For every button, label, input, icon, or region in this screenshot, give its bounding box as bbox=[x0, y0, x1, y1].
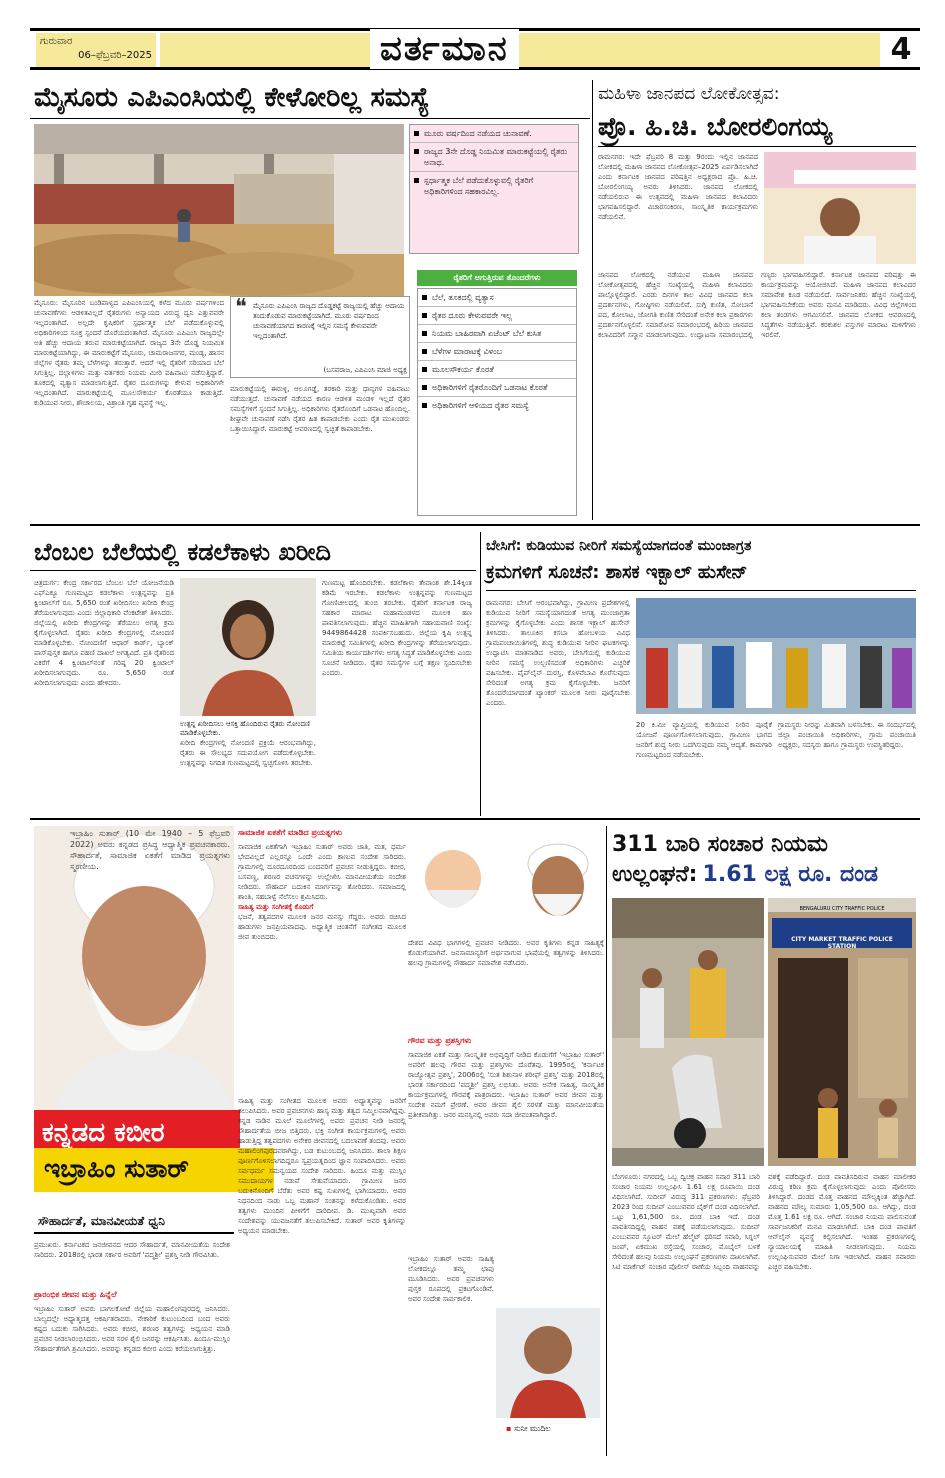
highlight-item: ಸ್ಪರ್ಧಾತ್ಮಕ ಬೆಲೆ ಪಡೆದುಕೊಳ್ಳುವಲ್ಲಿ ರೈತರಿಗೆ ಅಧಿಕಾರಿಗಳಿಂದ ಸಹಕಾರವಿಲ್ಲ. bbox=[410, 172, 578, 200]
story2-body: ಜಾನಪದ ಲೋಕದಲ್ಲಿ ನಡೆಯುವ ಮಹಿಳಾ ಜಾನಪದ ಲೋಕೋತ್ಸವದಲ್ಲಿ ಹೆಚ್ಚಿನ ಸಂಖ್ಯೆಯಲ್ಲಿ ಮಹಿಳಾ ಕಲಾವಿದರು ಪಾಲ್ಗೊಳ್ಳಲಿದ್ದಾರೆ. ಎರಡು ದಿನಗಳ ಕಾಲ ವಿವಿಧ ಜಾನಪದ ಕಲಾ ಪ್ರದರ್ಶನಗಳು, ಗೋಷ್ಠಿಗಳು ನಡೆಯಲಿವೆ. ಸುಗ್ಗಿ ಕುಣಿತ, ಸೋಬಾನೆ ಪದ, ಕೋಲಾಟ, ಜೋಗತಿ ಕುಣಿತ ಸೇರಿದಂತೆ ಅನೇಕ ಕಲಾ ಪ್ರಕಾರಗಳು ಪ್ರದರ್ಶನಗೊಳ್ಳಲಿವೆ. ಸಮಾರೋಪ ಸಮಾರಂಭದಲ್ಲಿ ಹಿರಿಯ ಜಾನಪದ ಕಲಾವಿದರಿಗೆ ಸನ್ಮಾನ ಮಾಡಲಾಗುವುದು. ಉದ್ಘಾಟನಾ ಸಮಾರಂಭದಲ್ಲಿ ಗಣ್ಯರು ಭಾಗವಹಿಸಲಿದ್ದಾರೆ. ಕರ್ನಾಟಕ ಜಾನಪದ ಪರಿಷತ್ತು ಈ ಕಾರ್ಯಕ್ರಮವನ್ನು ಆಯೋಜಿಸಿದೆ. ಮಹಿಳಾ ಜಾನಪದ ಕಲಾವಿದರ ಸಮಾವೇಶ ಕೂಡ ನಡೆಯಲಿದೆ. ಸಾರ್ವಜನಿಕರು ಹೆಚ್ಚಿನ ಸಂಖ್ಯೆಯಲ್ಲಿ ಭಾಗವಹಿಸಬೇಕೆಂದು ಅವರು ಮನವಿ ಮಾಡಿದರು. ವಿವಿಧ ಜಿಲ್ಲೆಗಳಿಂದ ಕಲಾ ತಂಡಗಳು ಆಗಮಿಸಲಿವೆ. ಜಾನಪದ ಲೋಕದ ಆವರಣದಲ್ಲಿ ಸಿದ್ಧತೆಗಳು ನಡೆಯುತ್ತಿವೆ. ಕರಕುಶಲ ವಸ್ತುಗಳ ಮಾರಾಟ ಮಳಿಗೆಗಳು ಇರಲಿವೆ. bbox=[598, 271, 916, 339]
story2-body-col1: ರಾಮನಗರ: ಇದೇ ಫೆಬ್ರವರಿ 8 ಮತ್ತು 9ರಂದು ಇಲ್ಲಿನ ಜಾನಪದ ಲೋಕದಲ್ಲಿ ಮಹಿಳಾ ಜಾನಪದ ಲೋಕೋತ್ಸವ–2025 ಏರ್ಪಡಿಸಲಾಗಿದೆ ಎಂದು ಕರ್ನಾಟಕ ಜಾನಪದ ಪರಿಷತ್ತಿನ ಅಧ್ಯಕ್ಷರಾದ ಪ್ರೊ. ಹಿ.ಚಿ. ಬೋರಲಿಂಗಯ್ಯ ಅವರು ತಿಳಿಸಿದರು. ಜಾನಪದ ಲೋಕದಲ್ಲಿ ನಡೆಯಲಿರುವ ಈ ಉತ್ಸವದಲ್ಲಿ ಮಹಿಳಾ ಜಾನಪದ ಕಲಾವಿದರು ಭಾಗವಹಿಸಲಿದ್ದಾರೆ. ವಿಚಾರಸಂಕಿರಣ, ಸಾಂಸ್ಕೃತಿಕ ಕಾರ್ಯಕ್ರಮಗಳು ನಡೆಯಲಿವೆ. bbox=[598, 153, 758, 221]
story3-photo-caption: ಉತ್ಪನ್ನ ಖರೀದಿಸಲು ಆಸಕ್ತಿ ಹೊಂದಿರುವ ರೈತರು ನೋಂದಣಿ ಮಾಡಿಕೊಳ್ಳಬೇಕು. bbox=[180, 720, 310, 737]
quote-mark-icon: ❝ bbox=[235, 295, 247, 320]
masthead-date bbox=[36, 33, 156, 67]
sutar-title-line1: ಕನ್ನಡದ ಕಬೀರ bbox=[42, 1118, 165, 1148]
sutar-illustrations bbox=[408, 828, 604, 934]
story5-body-col3a: ದೇಶದ ವಿವಿಧ ಭಾಗಗಳಲ್ಲಿ ಪ್ರವಚನ ನೀಡಿದರು. ಅವರ ಕೃತಿಗಳು ಕನ್ನಡ ಸಾಹಿತ್ಯಕ್ಕೆ ಕೊಡುಗೆಯಾಗಿವೆ. ಜನಸಾಮಾನ್ಯರಿಗೆ ಅರ್ಥವಾಗುವ ಭಾಷೆಯಲ್ಲಿ ತತ್ವಗಳನ್ನು ತಿಳಿಸಿದರು. ಹಲವು ಗ್ರಾಮಗಳಲ್ಲಿ ಸೌಹಾರ್ದ ಸಮಾವೇಶ ನಡೆಸಿದರು. bbox=[408, 939, 604, 967]
problems-title: ರೈತರಿಗೆ ಆಗುತ್ತಿರುವ ತೊಂದರೆಗಳು bbox=[417, 270, 577, 286]
story2-lead: ರಾಮನಗರ: ಇದೇ ಫೆಬ್ರವರಿ 8 ಮತ್ತು 9ರಂದು ಇಲ್ಲಿನ ಜಾನಪದ ಲೋಕದಲ್ಲಿ ಮಹಿಳಾ ಜಾನಪದ ಲೋಕೋತ್ಸವ–2025 ಏರ್ಪಡಿಸಲಾಗಿದೆ ಎಂದು ಕರ್ನಾಟಕ ಜಾನಪದ ಪರಿಷತ್ತಿನ ಅಧ್ಯಕ್ಷರಾದ ಪ್ರೊ. ಹಿ.ಚಿ. ಬೋರಲಿಂಗಯ್ಯ ಅವರು ತಿಳಿಸಿದರು. bbox=[598, 153, 758, 191]
story5-sub2: ಸಾಹಿತ್ಯ ಮತ್ತು ಸಂಗೀತಕ್ಕೆ ಕೊಡುಗೆ bbox=[238, 903, 314, 911]
borlingaiah-photo bbox=[764, 152, 916, 264]
story4-lead: ರಾಮನಗರ: ಬೇಸಿಗೆ ಆರಂಭವಾಗಿದ್ದು, ಗ್ರಾಮೀಣ ಪ್ರದೇಶಗಳಲ್ಲಿ ಕುಡಿಯುವ ನೀರಿಗೆ ಸಮಸ್ಯೆಯಾಗದಂತೆ ಅಗತ್ಯ ಮುಂಜಾಗ್ರತಾ ಕ್ರಮಗಳನ್ನು ಕೈಗೊಳ್ಳಬೇಕು ಎಂದು ಶಾಸಕ ಇಕ್ಬಾಲ್ ಹುಸೇನ್ ತಿಳಿಸಿದರು. bbox=[486, 599, 630, 637]
problem-item: ಬೆಲೆ, ತೂಕದಲ್ಲಿ ವ್ಯತ್ಯಾಸ bbox=[418, 289, 576, 307]
story5-intro bbox=[70, 828, 230, 1008]
author-portrait-illustration bbox=[496, 1308, 600, 1418]
sign-top-text: BENGALURU CITY TRAFFIC POLICE bbox=[799, 906, 885, 912]
story1-body-col2: ಮಾರುಕಟ್ಟೆಯಲ್ಲಿ ಈರುಳ್ಳಿ, ಆಲೂಗಡ್ಡೆ, ತರಕಾರಿ ಮತ್ತು ಧಾನ್ಯಗಳ ವಹಿವಾಟು ನಡೆಯುತ್ತದೆ. ಚುನಾವಣೆ ನಡೆಯದ ಕಾರಣ ಆಡಳಿತ ಮಂಡಳಿ ಇಲ್ಲದೆ ರೈತರ ಸಮಸ್ಯೆಗಳಿಗೆ ಸ್ಪಂದನೆ ಸಿಗುತ್ತಿಲ್ಲ. ಅಧಿಕಾರಿಗಳು ರೈತರೊಂದಿಗೆ ಒಡನಾಟ ಹೊಂದಿಲ್ಲ. ಶೀಘ್ರವೇ ಚುನಾವಣೆ ನಡೆಸಿ ರೈತರ ಹಿತ ಕಾಪಾಡಬೇಕು ಎಂದು ರೈತ ಮುಖಂಡರು ಒತ್ತಾಯಿಸಿದ್ದಾರೆ. ಮಾರುಕಟ್ಟೆ ಆವರಣದಲ್ಲಿ ಸ್ವಚ್ಛತೆ ಕಾಪಾಡಬೇಕು. bbox=[230, 385, 410, 433]
author-byline bbox=[506, 1424, 596, 1434]
scooter-photo bbox=[612, 898, 764, 1166]
column-rule bbox=[592, 80, 593, 520]
event-illustration bbox=[636, 598, 916, 714]
problem-item: ಮೂಲಸೌಕರ್ಯ ಕೊರತೆ bbox=[418, 361, 576, 379]
masthead bbox=[30, 28, 920, 70]
story4-body-col1: ರಾಮನಗರ: ಬೇಸಿಗೆ ಆರಂಭವಾಗಿದ್ದು, ಗ್ರಾಮೀಣ ಪ್ರದೇಶಗಳಲ್ಲಿ ಕುಡಿಯುವ ನೀರಿಗೆ ಸಮಸ್ಯೆಯಾಗದಂತೆ ಅಗತ್ಯ ಮುಂಜಾಗ್ರತಾ ಕ್ರಮಗಳನ್ನು ಕೈಗೊಳ್ಳಬೇಕು ಎಂದು ಶಾಸಕ ಇಕ್ಬಾಲ್ ಹುಸೇನ್ ತಿಳಿಸಿದರು. ತಾಲೂಕಿನ ಕಸಬಾ ಹೋಬಳಿಯ ವಿವಿಧ ಗ್ರಾಮಪಂಚಾಯಿತಿಗಳಲ್ಲಿ ಶುದ್ಧ ಕುಡಿಯುವ ನೀರಿನ ಘಟಕಗಳನ್ನು ಉದ್ಘಾಟಿಸಿ ಮಾತನಾಡಿದ ಅವರು, ಬೇಸಿಗೆಯಲ್ಲಿ ಕುಡಿಯುವ ನೀರಿನ ಸಮಸ್ಯೆ ಉಲ್ಬಣಿಸದಂತೆ ಅಧಿಕಾರಿಗಳು ಎಚ್ಚರಿಕೆ ವಹಿಸಬೇಕು. ಪೈಪ್‌ಲೈನ್ ದುರಸ್ತಿ, ಕೊಳವೆಬಾವಿ ಕೊರೆಸುವುದು ಸೇರಿದಂತೆ ಅಗತ್ಯ ಕ್ರಮ ಕೈಗೊಳ್ಳಬೇಕು. ಜನರಿಗೆ ತೊಂದರೆಯಾಗದಂತೆ ಟ್ಯಾಂಕರ್ ಮೂಲಕ ನೀರು ಪೂರೈಸಬೇಕು ಎಂದರು. bbox=[486, 599, 630, 707]
caricature-illustration bbox=[408, 828, 604, 934]
official-photo bbox=[180, 578, 316, 716]
author-photo bbox=[496, 1308, 600, 1418]
page-number: 4 bbox=[890, 32, 912, 67]
story1-rule bbox=[30, 118, 590, 119]
story5-sub4: ಪ್ರಾರಂಭಿಕ ಜೀವನ ಮತ್ತು ಹಿನ್ನೆಲೆ bbox=[34, 1290, 117, 1299]
market-photo bbox=[34, 124, 404, 296]
problem-item: ಅಧಿಕಾರಿಗಳಿಗೆ ಆಳಿಯದ ರೈತರ ಸಮಸ್ಯೆ bbox=[418, 397, 576, 414]
story4-body-col2: 20 ಕಿ.ಮೀ ವ್ಯಾಪ್ತಿಯಲ್ಲಿ ಕುಡಿಯುವ ನೀರಿನ ಪೂರೈಕೆ ಯೋಜನೆ ಪೂರ್ಣಗೊಳಿಸಲಾಗುವುದು. ಗ್ರಾಮೀಣ ಭಾಗದ ಜನರಿಗೆ ಶುದ್ಧ ನೀರು ಒದಗಿಸುವುದು ನಮ್ಮ ಆದ್ಯತೆ. ಕಾಮಗಾರಿ ಗುಣಮಟ್ಟದಿಂದ ನಡೆಯಬೇಕು. bbox=[636, 721, 772, 759]
story4-body-col3: ಗ್ರಾಮಸ್ಥರು ನೀರನ್ನು ಮಿತವಾಗಿ ಬಳಸಬೇಕು. ಈ ಸಂದರ್ಭದಲ್ಲಿ ಜಿಲ್ಲಾ ಪಂಚಾಯಿತಿ ಅಧಿಕಾರಿಗಳು, ಗ್ರಾಮ ಪಂಚಾಯಿತಿ ಅಧ್ಯಕ್ಷರು, ಸದಸ್ಯರು ಹಾಗೂ ಗ್ರಾಮಸ್ಥರು ಉಪಸ್ಥಿತರಿದ್ದರು. bbox=[778, 721, 916, 749]
story3-body-col1: ಚಿತ್ರದುರ್ಗ: ಕೇಂದ್ರ ಸರ್ಕಾರದ ಬೆಂಬಲ ಬೆಲೆ ಯೋಜನೆಯಡಿ ಎಫ್‌ಎಕ್ಯೂ ಗುಣಮಟ್ಟದ ಕಡಲೆಕಾಳು ಉತ್ಪನ್ನವನ್ನು ಪ್ರತಿ ಕ್ವಿಂಟಾಲ್‌ಗೆ ರೂ. 5,650 ರಂತೆ ಖರೀದಿಸಲು ಖರೀದಿ ಕೇಂದ್ರ ತೆರೆಯಲಾಗುವುದು ಎಂದು ಜಿಲ್ಲಾಧಿಕಾರಿ ವೆಂಕಟೇಶ್ ತಿಳಿಸಿದರು. ಜಿಲ್ಲೆಯಲ್ಲಿ ಖರೀದಿ ಕೇಂದ್ರಗಳನ್ನು ತೆರೆಯಲು ಅಗತ್ಯ ಕ್ರಮ ಕೈಗೊಳ್ಳಲಾಗಿದೆ. ರೈತರು ಖರೀದಿ ಕೇಂದ್ರಗಳಲ್ಲಿ ನೋಂದಣಿ ಮಾಡಿಕೊಳ್ಳಬೇಕು. ನೋಂದಣಿಗೆ ಆಧಾರ್ ಕಾರ್ಡ್, ಬ್ಯಾಂಕ್ ಪಾಸ್‌ಪುಸ್ತಕ ಹಾಗೂ ಪಹಣಿ ದಾಖಲೆ ಅಗತ್ಯವಿದೆ. ಪ್ರತಿ ರೈತರಿಂದ ಎಕರೆಗೆ 4 ಕ್ವಿಂಟಾಲ್‌ನಂತೆ ಗರಿಷ್ಠ 20 ಕ್ವಿಂಟಾಲ್ ಖರೀದಿಸಲಾಗುವುದು. ರೂ. 5,650 ರಂತೆ ಖರೀದಿಸಲಾಗುವುದು ಎಂದು ಹೇಳಿದರು. bbox=[34, 579, 174, 687]
problem-item: ಅಧಿಕಾರಿಗಳಿಗೆ ರೈತರೊಂದಿಗೆ ಒಡನಾಟ ಕೊರತೆ bbox=[418, 379, 576, 397]
story6-headline-2b: 1.61 ಲಕ್ಷ ರೂ. ದಂಡ bbox=[702, 862, 878, 887]
story5-body-col3b: ಸಾಮಾಜಿಕ ಏಕತೆ ಮತ್ತು ಸಾಂಸ್ಕೃತಿಕ ಅಭಿವೃದ್ಧಿಗೆ ನೀಡಿದ ಕೊಡುಗೆಗೆ 'ಇಬ್ರಾಹಿಂ ಸುತಾರ್' ಅವರಿಗೆ ಹಲವು ಗೌರವ ಮತ್ತು ಪ್ರಶಸ್ತಿಗಳು ದೊರೆತವು. 1995ರಲ್ಲಿ 'ಕರ್ನಾಟಕ ರಾಜ್ಯೋತ್ಸವ ಪ್ರಶಸ್ತಿ', 2006ರಲ್ಲಿ 'ಸಂತ ಶಿಶುನಾಳ ಶರೀಫ್ ಪ್ರಶಸ್ತಿ' ಮತ್ತು 2018ರಲ್ಲಿ ಭಾರತ ಸರ್ಕಾರದಿಂದ 'ಪದ್ಮಶ್ರೀ' ಪ್ರಶಸ್ತಿ ಲಭಿಸಿತು. ಅವರು ಅನೇಕ ಸಾಹಿತ್ಯ, ಸಾಂಸ್ಕೃತಿಕ ಕಾರ್ಯಕ್ರಮಗಳಲ್ಲಿ ಗೌರವಕ್ಕೆ ಪಾತ್ರರಾದರು. ಇಬ್ರಾಹಿಂ ಸುತಾರ್ ಅವರ ಜೀವನ ಮತ್ತು ಸಂದೇಶ ನಮಗೆ ಪ್ರೇರಣೆ. ಅವರ ಜೀವನ ಶೈಲಿ ಸರಳತೆ ಮತ್ತು ಮಾನವೀಯತೆಯ ಪ್ರತೀಕವಾಗಿತ್ತು. ಜನರ ಮನಸ್ಸಿನಲ್ಲಿ ಅವರು ಸದಾ ಜೀವಂತವಾಗಿದ್ದಾರೆ. bbox=[408, 1051, 604, 1119]
story3-phone: 9449864428 bbox=[322, 629, 367, 637]
portrait-illustration bbox=[764, 152, 916, 264]
problems-list bbox=[417, 288, 577, 516]
story3-rule bbox=[30, 570, 476, 571]
quote-author: (ಬಸವರಾಜ, ಎಪಿಎಂಸಿ ಮಾಜಿ ಅಧ್ಯಕ್ಷ bbox=[323, 366, 407, 374]
story6-lead: ಬೆಂಗಳೂರು: ನಗರದಲ್ಲಿ ಒಬ್ಬ ದ್ವಿಚಕ್ರ ವಾಹನ ಸವಾರ 311 ಬಾರಿ ಸಂಚಾರ ನಿಯಮ ಉಲ್ಲಂಘಿಸಿ 1.61 ಲಕ್ಷ ರೂಪಾಯಿ ದಂಡ ವಿಧಿಸಲಾಗಿದೆ. ಸುದೀಪ್ ವಿರುದ್ಧ 311 ಪ್ರಕರಣಗಳು: ಫೆಬ್ರವರಿ 2023 ರಿಂದ ಸುದೀಪ್ ಎಂಬುವವರ ಬೈಕ್‌ಗೆ ದಂಡ ವಿಧಿಸಲಾಗಿದೆ. ಒಟ್ಟು 1,61,500 ರೂ. ದಂಡ ಬಾಕಿ ಇದೆ. ದಂಡ ಪಾವತಿಸದಿದ್ದಲ್ಲಿ ವಾಹನ ವಶಕ್ಕೆ ಪಡೆಯಲಾಗುವುದು. bbox=[612, 1173, 760, 1231]
masthead-day: ಗುರುವಾರ bbox=[40, 36, 73, 47]
byline-icon: ▪ bbox=[506, 1424, 514, 1433]
story4-kicker: ಬೇಸಿಗೆ: ಕುಡಿಯುವ ನೀರಿಗೆ ಸಮಸ್ಯೆಯಾಗದಂತೆ ಮುಂಜಾಗ್ರತ bbox=[486, 538, 752, 554]
story3-body-col3: ಗುಣಮಟ್ಟ ಹೊಂದಿರಬೇಕು. ಕಡಲೆಕಾಳು ತೇವಾಂಶ ಶೇ.14ಕ್ಕಿಂತ ಕಡಿಮೆ ಇರಬೇಕು. ಕಡಲೆಕಾಳು ಉತ್ಪನ್ನವನ್ನು ಗುಣಮಟ್ಟದ ಗೋಣಿಚೀಲದಲ್ಲಿ ತುಂಬಿ ತರಬೇಕು. ರೈತರಿಗೆ ಕರ್ನಾಟಕ ರಾಜ್ಯ ಸಹಕಾರ ಮಾರಾಟ ಮಹಾಮಂಡಳದ ಮೂಲಕ ಹಣ ಪಾವತಿಸಲಾಗುವುದು. ಹೆಚ್ಚಿನ ಮಾಹಿತಿಗಾಗಿ ಸಹಾಯವಾಣಿ ಸಂಖ್ಯೆ: 9449864428 ಸಂಪರ್ಕಿಸಬಹುದು. ಜಿಲ್ಲೆಯ ಕೃಷಿ ಉತ್ಪನ್ನ ಮಾರುಕಟ್ಟೆ ಸಮಿತಿಗಳಲ್ಲಿ ಖರೀದಿ ಕೇಂದ್ರಗಳನ್ನು ತೆರೆಯಲಾಗುವುದು. ಸಮಿತಿಯ ಕಾರ್ಯದರ್ಶಿಗಳು ಅಗತ್ಯ ಸಿದ್ಧತೆ ಮಾಡಿಕೊಳ್ಳಬೇಕು ಎಂದು ಸೂಚನೆ ನೀಡಿದರು. ರೈತರ ಸಮಸ್ಯೆಗಳ ಬಗ್ಗೆ ತಕ್ಷಣ ಸ್ಪಂದಿಸಬೇಕು ಎಂದರು. bbox=[322, 579, 472, 677]
story4-headline: ಕ್ರಮಗಳಿಗೆ ಸೂಚನೆ: ಶಾಸಕ ಇಕ್ಬಾಲ್ ಹುಸೇನ್ bbox=[486, 562, 748, 583]
story6-headline-2a: ಉಲ್ಲಂಘನೆ: bbox=[612, 862, 698, 887]
story5-body-col1b: ಇಬ್ರಾಹಿಂ ಸುತಾರ್ ಅವರು ಬಾಗಲಕೋಟೆ ಜಿಲ್ಲೆಯ ಮಹಾಲಿಂಗಪುರದಲ್ಲಿ ಜನಿಸಿದರು. ಬಾಲ್ಯದಲ್ಲೇ ಅಧ್ಯಾತ್ಮದತ್ತ ಆಕರ್ಷಿತರಾದರು. ನೇಕಾರಿಕೆ ಕುಟುಂಬದಿಂದ ಬಂದ ಅವರು ಕಷ್ಟದ ಬದುಕು ಸಾಗಿಸಿದರು. ಅವರು ಕಬೀರ, ಶರಣರ ತತ್ವಗಳನ್ನು ಅಧ್ಯಯನ ಮಾಡಿ ಪ್ರವಚನ ನೀಡಲಾರಂಭಿಸಿದರು. ಅವರ ಸರಳ ಶೈಲಿ ಜನರನ್ನು ಆಕರ್ಷಿಸಿತು. ಹಿಂದೂ-ಮುಸ್ಲಿಂ ಸೌಹಾರ್ದತೆಗಾಗಿ ಶ್ರಮಿಸಿದರು. ಅವರನ್ನು ಕನ್ನಡದ ಕಬೀರ ಎಂದು ಕರೆಯಲಾಗುತ್ತಿತ್ತು. bbox=[34, 1305, 230, 1353]
mla-event-photo bbox=[636, 598, 916, 714]
author-byline-text: ಸುನೀ ಮುದಿಲ bbox=[513, 1424, 551, 1433]
scooter-illustration bbox=[612, 898, 764, 1166]
masthead-date-text: 06–ಫೆಬ್ರವರಿ–2025 bbox=[78, 50, 152, 61]
story5-sub3: ಗೌರವ ಮತ್ತು ಪ್ರಶಸ್ತಿಗಳು bbox=[408, 1036, 472, 1045]
market-photo-illustration bbox=[34, 124, 404, 296]
problem-item: ರೈತರ ದೂರು ಕೇಳುವವರೇ ಇಲ್ಲ bbox=[418, 307, 576, 325]
story3-headline: ಬೆಂಬಲ ಬೆಲೆಯಲ್ಲಿ ಕಡಲೆಕಾಳು ಖರೀದಿ bbox=[34, 538, 331, 566]
story3-body-col2: ಖರೀದಿ ಕೇಂದ್ರಗಳಲ್ಲಿ ನೋಂದಣಿ ಪ್ರಕ್ರಿಯೆ ಆರಂಭವಾಗಿದ್ದು, ರೈತರು ಈ ಸೌಲಭ್ಯದ ಸದುಪಯೋಗ ಪಡೆದುಕೊಳ್ಳಬೇಕು. ಉತ್ಪನ್ನವನ್ನು ನಿಗದಿತ ಗುಣಮಟ್ಟದಲ್ಲಿ ಸ್ವಚ್ಛಗೊಳಿಸಿ ತರಬೇಕು. bbox=[180, 739, 316, 767]
story6-headline-line1: 311 ಬಾರಿ ಸಂಚಾರ ನಿಯಮ bbox=[612, 832, 828, 857]
story2-rule bbox=[598, 146, 916, 147]
section-rule-2 bbox=[30, 818, 920, 820]
highlight-item: ರಾಜ್ಯದ 3ನೇ ದೊಡ್ಡ ನಿಯಮಿತ ಮಾರುಕಟ್ಟೆಯಲ್ಲಿ ರೈತರು ಅನಾಥ. bbox=[410, 143, 578, 172]
story1-quote-box bbox=[230, 296, 410, 378]
story5-body-col1a: ಪ್ರಮುಖರು. ಕರ್ನಾಟಕದ ಜನಜೀವನದ ಆದರ ಸೌಹಾರ್ದತೆ, ಮಾನವೀಯತೆಯ ಸಂದೇಶ ಸಾರಿದರು. 2018ರಲ್ಲಿ ಭಾರತ ಸರ್ಕಾರ ಅವರಿಗೆ 'ಪದ್ಮಶ್ರೀ' ಪ್ರಶಸ್ತಿ ನೀಡಿ ಗೌರವಿಸಿತು. bbox=[34, 1241, 230, 1259]
story2-kicker: ಮಹಿಳಾ ಜಾನಪದ ಲೋಕೋತ್ಸವ: bbox=[598, 84, 780, 104]
story6-headline-line2 bbox=[612, 862, 878, 887]
story5-body-col2: ಸಾಮಾಜಿಕ ಏಕತೆಗಾಗಿ ಇಬ್ರಾಹಿಂ ಸುತಾರ್ ಅವರು ಜಾತಿ, ಮತ, ಧರ್ಮ ಭೇದವಿಲ್ಲದೆ ಎಲ್ಲರನ್ನೂ ಒಂದೇ ಎಂದು ಕಾಣುವ ಸಂದೇಶ ಸಾರಿದರು. ಗ್ರಾಮಗಳಲ್ಲಿ ದೂರದೂರದಿಂದ ಬಂದವರಿಗೆ ಪ್ರವಚನ ನೀಡುತ್ತಿದ್ದರು. ಕಬೀರ, ಬಸವಣ್ಣ, ಶರಣರ ವಚನಗಳನ್ನು ಉಲ್ಲೇಖಿಸಿ ಮಾನವೀಯತೆಯ ಸಂದೇಶ ನೀಡಿದರು. ಸೌಹಾರ್ದ ಬದುಕಿನ ಮಾರ್ಗವನ್ನು ತೋರಿದರು. ಸಮಾಜದಲ್ಲಿ ಶಾಂತಿ, ಸಹಬಾಳ್ವೆ ನೆಲೆಸಲು ಶ್ರಮಿಸಿದರು. ಸಾಹಿತ್ಯ ಮತ್ತು ಸಂಗೀತಕ್ಕೆ ಕೊಡುಗೆ ಭಜನೆ, ತತ್ವಪದಗಳ ಮೂಲಕ ಜನರ ಮನಸ್ಸು ಗೆದ್ದರು. ಅವರು ರಚಿಸಿದ ಹಾಡುಗಳು ಜನಪ್ರಿಯವಾದವು. ಅಧ್ಯಾತ್ಮಿಕ ಚಿಂತನೆಗೆ ಸಂಗೀತದ ಮೂಲಕ ಜೀವ ತುಂಬಿದರು. bbox=[238, 843, 406, 941]
story4-rule bbox=[486, 590, 916, 591]
official-portrait-illustration bbox=[180, 578, 316, 716]
masthead-band bbox=[160, 33, 880, 67]
story3-lead: ಚಿತ್ರದುರ್ಗ: ಕೇಂದ್ರ ಸರ್ಕಾರದ ಬೆಂಬಲ ಬೆಲೆ ಯೋಜನೆಯಡಿ ಎಫ್‌ಎಕ್ಯೂ ಗುಣಮಟ್ಟದ ಕಡಲೆಕಾಳು ಉತ್ಪನ್ನವನ್ನು ಪ್ರತಿ ಕ್ವಿಂಟಾಲ್‌ಗೆ ರೂ. 5,650 ರಂತೆ ಖರೀದಿಸಲು ಖರೀದಿ ಕೇಂದ್ರ ತೆರೆಯಲಾಗುವುದು ಎಂದು ಜಿಲ್ಲಾಧಿಕಾರಿ ವೆಂಕಟೇಶ್ ತಿಳಿಸಿದರು. bbox=[34, 579, 174, 617]
story6-body: ಬೆಂಗಳೂರು: ನಗರದಲ್ಲಿ ಒಬ್ಬ ದ್ವಿಚಕ್ರ ವಾಹನ ಸವಾರ 311 ಬಾರಿ ಸಂಚಾರ ನಿಯಮ ಉಲ್ಲಂಘಿಸಿ 1.61 ಲಕ್ಷ ರೂಪಾಯಿ ದಂಡ ವಿಧಿಸಲಾಗಿದೆ. ಸುದೀಪ್ ವಿರುದ್ಧ 311 ಪ್ರಕರಣಗಳು: ಫೆಬ್ರವರಿ 2023 ರಿಂದ ಸುದೀಪ್ ಎಂಬುವವರ ಬೈಕ್‌ಗೆ ದಂಡ ವಿಧಿಸಲಾಗಿದೆ. ಒಟ್ಟು 1,61,500 ರೂ. ದಂಡ ಬಾಕಿ ಇದೆ. ದಂಡ ಪಾವತಿಸದಿದ್ದಲ್ಲಿ ವಾಹನ ವಶಕ್ಕೆ ಪಡೆಯಲಾಗುವುದು. ಸುದೀಪ್ ಎಂಬುವವರ ಸ್ಕೂಟರ್ ಮೇಲೆ ಹೆಲ್ಮೆಟ್ ಧರಿಸದೆ ಸವಾರಿ, ಸಿಗ್ನಲ್ ಜಂಪ್, ಏಕಮುಖ ರಸ್ತೆಯಲ್ಲಿ ಸಂಚಾರ, ಮೊಬೈಲ್ ಬಳಕೆ ಸೇರಿದಂತೆ ಹಲವು ನಿಯಮ ಉಲ್ಲಂಘನೆ ಪ್ರಕರಣಗಳು ದಾಖಲಾಗಿವೆ. ಸಿಟಿ ಮಾರ್ಕೆಟ್ ಸಂಚಾರ ಪೊಲೀಸ್ ಠಾಣೆಯ ಸಿಬ್ಬಂದಿ ವಾಹನವನ್ನು ವಶಕ್ಕೆ ಪಡೆದಿದ್ದಾರೆ. ದಂಡ ಪಾವತಿಸದಿರುವ ವಾಹನ ಮಾಲೀಕರ ವಿರುದ್ಧ ಕಠಿಣ ಕ್ರಮ ಕೈಗೊಳ್ಳಲಾಗುವುದು ಎಂದು ಪೊಲೀಸರು ತಿಳಿಸಿದ್ದಾರೆ. ದಂಡದ ಮೊತ್ತ ವಾಹನದ ಮೌಲ್ಯಕ್ಕಿಂತ ಹೆಚ್ಚಾಗಿದೆ. ವಾಹನದ ಮೌಲ್ಯ ಸುಮಾರು 1,05,500 ರೂ. ಆಗಿದ್ದು, ದಂಡ ಮೊತ್ತ 1.61 ಲಕ್ಷ ರೂ. ಆಗಿದೆ. ಸಂಚಾರ ನಿಯಮ ಪಾಲಿಸುವಂತೆ ಸಾರ್ವಜನಿಕರಿಗೆ ಮನವಿ ಮಾಡಲಾಗಿದೆ. ಬಾಕಿ ದಂಡ ಪಾವತಿಗೆ ಆನ್‌ಲೈನ್ ವ್ಯವಸ್ಥೆ ಕಲ್ಪಿಸಲಾಗಿದೆ. ಇಂತಹ ಪ್ರಕರಣಗಳಲ್ಲಿ ನ್ಯಾಯಾಲಯಕ್ಕೆ ಮಾಹಿತಿ ನೀಡಲಾಗುವುದು. ನಿಯಮ ಉಲ್ಲಂಘಿಸುವವರ ಮೇಲೆ ನಿಗಾ ಇಡಲಾಗಿದೆ. ವಾಹನ ಸವಾರರು ಎಚ್ಚರ ವಹಿಸಬೇಕು. bbox=[612, 1173, 916, 1271]
newspaper-title: ವರ್ತಮಾನ bbox=[370, 29, 519, 69]
story2-headline: ಪ್ರೊ. ಹಿ.ಚಿ. ಬೋರಲಿಂಗಯ್ಯ bbox=[598, 112, 833, 141]
sign-main-text: CITY MARKET TRAFFIC POLICE STATION bbox=[791, 936, 893, 950]
police-station-photo bbox=[768, 898, 916, 1166]
story5-lead: ಇಬ್ರಾಹಿಂ ಸುತಾರ್ (10 ಮೇ 1940 – 5 ಫೆಬ್ರವರಿ 2022) ಅವರು ಕನ್ನಡದ ಪ್ರಸಿದ್ಧ ಆಧ್ಯಾತ್ಮಿಕ ಪ್ರವಚನಕಾರರು. ಸೌಹಾರ್ದತೆ, ಸಾಮಾಜಿಕ ಏಕತೆಗೆ ಮಾಡಿದ ಪ್ರಯತ್ನಗಳು ಸ್ಮರಣೀಯ. bbox=[70, 829, 230, 871]
sutar-subhead: ಸೌಹಾರ್ದತೆ, ಮಾನವೀಯತೆ ಧ್ವನಿ bbox=[34, 1210, 234, 1234]
story5-body-col2b: ಸಾಹಿತ್ಯ ಮತ್ತು ಸಂಗೀತದ ಮೂಲಕ ಅವರು ಅಧ್ಯಾತ್ಮವನ್ನು ಜನರಿಗೆ ತಲುಪಿಸಿದರು. ಅವರ ಪ್ರವಚನಗಳು ಹಾಸ್ಯ ಮತ್ತು ತತ್ವದ ಸಮ್ಮಿಲನವಾಗಿದ್ದವು. ಕನ್ನಡ ನಾಡಿನ ಮೂಲೆ ಮೂಲೆಗಳಲ್ಲಿ ಅವರು ಪ್ರವಚನ ನೀಡಿ ಜನರಲ್ಲಿ ಸೌಹಾರ್ದತೆಯ ಬೀಜ ಬಿತ್ತಿದರು. ಭಕ್ತಿ ಸಂಗೀತ ಕಾರ್ಯಕ್ರಮಗಳಲ್ಲಿ ಅವರು ಹಾಡುತ್ತಿದ್ದ ತತ್ವಪದಗಳು ಅನೇಕರ ಜೀವನದಲ್ಲಿ ಬದಲಾವಣೆ ತಂದವು. ಅವರು ಮಹಾಲಿಂಗಪುರದವರಾಗಿದ್ದು, ಬಡ ಕುಟುಂಬದಲ್ಲಿ ಜನಿಸಿದರು. ಶಾಲಾ ಶಿಕ್ಷಣ ಪೂರ್ಣಗೊಳಿಸಲಾಗದಿದ್ದರೂ ಸ್ವಪ್ರಯತ್ನದಿಂದ ಜ್ಞಾನ ಸಂಪಾದಿಸಿದರು. ಅವರು ಸರ್ವಧರ್ಮ ಸಮನ್ವಯದ ಸಂದೇಶ ಸಾರಿದರು. ಹಿಂದೂ ಮತ್ತು ಮುಸ್ಲಿಂ ಸಮುದಾಯಗಳ ನಡುವೆ ಸೇತುವೆಯಾದರು. ಗ್ರಾಮೀಣ ಜನರ ಬದುಕಿನೊಂದಿಗೆ ಬೆರೆತು ಅವರ ಕಷ್ಟ ಸುಖಗಳಲ್ಲಿ ಭಾಗಿಯಾದರು. ಅವರ ನಿಧನದಿಂದ ನಾಡು ಒಬ್ಬ ಮಹಾನ್ ಸಂತನನ್ನು ಕಳೆದುಕೊಂಡಿತು. ಅವರ ತತ್ವಗಳು ಮುಂದಿನ ಪೀಳಿಗೆಗೆ ದಾರಿದೀಪ. ಡಿ. ಮುಖ್ಯವಾಗಿ ಅವರ ಸಂದೇಶವನ್ನು ಯುವಜನತೆಗೆ ತಲುಪಿಸಬೇಕಿದೆ. ಸುತಾರ್ ಅವರ ಕೃತಿಗಳನ್ನು ಅಧ್ಯಯನ ಮಾಡಬೇಕು. bbox=[238, 1097, 406, 1235]
story1-headline: ಮೈಸೂರು ಎಪಿಎಂಸಿಯಲ್ಲಿ ಕೇಳೋರಿಲ್ಲ ಸಮಸ್ಯೆ bbox=[34, 82, 430, 113]
column-rule-2 bbox=[480, 532, 481, 816]
problem-item: ಬೆಳೆಗಳ ಮಾರಾಟಕ್ಕೆ ವಿಳಂಬ bbox=[418, 343, 576, 361]
story1-body-col1: ಮೈಸೂರು: ಮೈಸೂರಿನ ಬಂಡಿಪಾಳ್ಯದ ಎಪಿಎಂಸಿಯಲ್ಲಿ ಕಳೆದ ಮೂರು ವರ್ಷಗಳಿಂದ ಚುನಾವಣೆಗಳು ಆಡಳಿತವಿಲ್ಲದೆ ರೈತರುಗಳು ಅನ್ಯಾಯದ ವಿರುದ್ಧ ದ್ವನಿ ಎತ್ತುವವರೇ ಇಲ್ಲದಂತಾಗಿದೆ. ಅಲ್ಲದೇ ಕೃಷಿಕರಿಗೆ ಸ್ಪರ್ಧಾತ್ಮಕ ಬೆಲೆ ಪಡೆದುಕೊಳ್ಳುವಲ್ಲಿ ಅಧಿಕಾರಿಗಳಿಂದ ಸೂಕ್ತ ಸ್ಪಂದನೆ ದೊರೆಯದಂತಾಗಿದೆ. ಮೈಸೂರು ಎಪಿಎಂಸಿ ರಾಜ್ಯದಲ್ಲೇ ಅತಿ ಹೆಚ್ಚು ಆದಾಯ ತರುವ ಮಾರುಕಟ್ಟೆಯಾಗಿದೆ. ರಾಜ್ಯದ 3ನೇ ದೊಡ್ಡ ನಿಯಮಿತ ಮಾರುಕಟ್ಟೆಯಾಗಿದ್ದು, ಈ ಮಾರುಕಟ್ಟೆಗೆ ಮೈಸೂರು, ಚಾಮರಾಜನಗರ, ಮಂಡ್ಯ, ಹಾಸನ ಜಿಲ್ಲೆಗಳ ರೈತರು ತಮ್ಮ ಬೆಳೆಗಳನ್ನು ತರುತ್ತಾರೆ. ಆದರೆ ಇಲ್ಲಿ ರೈತರಿಗೆ ಸರಿಯಾದ ಬೆಲೆ ಸಿಗುತ್ತಿಲ್ಲ. ದಲ್ಲಾಳಿಗಳು ಮತ್ತು ವರ್ತಕರು ನಿಯಮ ಮೀರಿ ವಹಿವಾಟು ನಡೆಸುತ್ತಿದ್ದಾರೆ. ತೂಕದಲ್ಲಿ ವ್ಯತ್ಯಾಸ ಮಾಡಲಾಗುತ್ತಿದೆ. ರೈತರ ದೂರುಗಳನ್ನು ಕೇಳುವ ಅಧಿಕಾರಿಗಳೇ ಇಲ್ಲದಂತಾಗಿದೆ. ಮಾರುಕಟ್ಟೆಯಲ್ಲಿ ಮೂಲಸೌಕರ್ಯ ಕೊರತೆಯೂ ಕಾಡುತ್ತಿದೆ. ಕುಡಿಯುವ ನೀರು, ಶೌಚಾಲಯ, ವಿಶ್ರಾಂತಿ ಗೃಹ ವ್ಯವಸ್ಥೆ ಇಲ್ಲ. bbox=[34, 299, 224, 407]
story1-highlights-box bbox=[409, 124, 579, 254]
story1-lead: ಮೈಸೂರು: ಮೈಸೂರಿನ ಬಂಡಿಪಾಳ್ಯದ ಎಪಿಎಂಸಿಯಲ್ಲಿ ಕಳೆದ ಮೂರು ವರ್ಷಗಳಿಂದ ಚುನಾವಣೆಗಳು ಆಡಳಿತವಿಲ್ಲದೆ ರೈತರುಗಳು ಅನ್ಯಾಯದ ವಿರುದ್ಧ ದ್ವನಿ ಎತ್ತುವವರೇ ಇಲ್ಲದಂತಾಗಿದೆ. ಅಲ್ಲದೇ ಕೃಷಿಕರಿಗೆ ಸ್ಪರ್ಧಾತ್ಮಕ ಬೆಲೆ ಪಡೆದುಕೊಳ್ಳುವಲ್ಲಿ ಅಧಿಕಾರಿಗಳಿಂದ ಸೂಕ್ತ ಸ್ಪಂದನೆ ದೊರೆಯದಂತಾಗಿದೆ. bbox=[34, 299, 224, 337]
story5-body-col3c: ಇಬ್ರಾಹಿಂ ಸುತಾರ್ ಅವರು ಸಾಹಿತ್ಯ ಲೋಕದಲ್ಲೂ ತಮ್ಮ ಛಾಪು ಮೂಡಿಸಿದರು. ಅವರ ಪ್ರವಚನಗಳು ಪುಸ್ತಕ ರೂಪದಲ್ಲಿ ಪ್ರಕಟಗೊಂಡಿವೆ. ಅವರ ಸಂದೇಶ ಸಾರ್ವಕಾಲಿಕ. bbox=[408, 1255, 494, 1303]
highlight-item: ಮೂರು ವರ್ಷದಿಂದ ನಡೆಯದ ಚುನಾವಣೆ. bbox=[410, 125, 578, 143]
section-rule-1 bbox=[30, 524, 920, 526]
problem-item: ನಿಯಮ ಬಾಹಿರವಾಗಿ ಏಜೆಂಟ್ ಬೆಲೆ ಕುಸಿತ bbox=[418, 325, 576, 343]
column-rule-3 bbox=[606, 826, 607, 1456]
quote-text: ಮೈಸೂರು ಎಪಿಎಂಸಿ ರಾಜ್ಯದ ದೊಡ್ಡಕಟ್ಟೆ ರಾಜ್ಯಯಲ್ಲಿ ಹೆಚ್ಚು ಆದಾಯ ತಂದುಕೊಡುವ ಮಾರುಕಟ್ಟೆಯಾಗಿದೆ. ಮೂರು ವರ್ಷದಿಂದ ಚುನಾವಣೆಯಾಗದ ಕಾರಣಕ್ಕೆ ಇಲ್ಲಿನ ಸಮಸ್ಯೆ ಕೇಳುವವರೇ ಇಲ್ಲದಂತಾಗಿದೆ. bbox=[253, 302, 405, 340]
sutar-title-line2: ಇಬ್ರಾಹಿಂ ಸುತಾರ್ bbox=[34, 1148, 274, 1192]
story5-sub1: ಸಾಮಾಜಿಕ ಏಕತೆಗೆ ಮಾಡಿದ ಪ್ರಯತ್ನಗಳು bbox=[238, 828, 343, 837]
